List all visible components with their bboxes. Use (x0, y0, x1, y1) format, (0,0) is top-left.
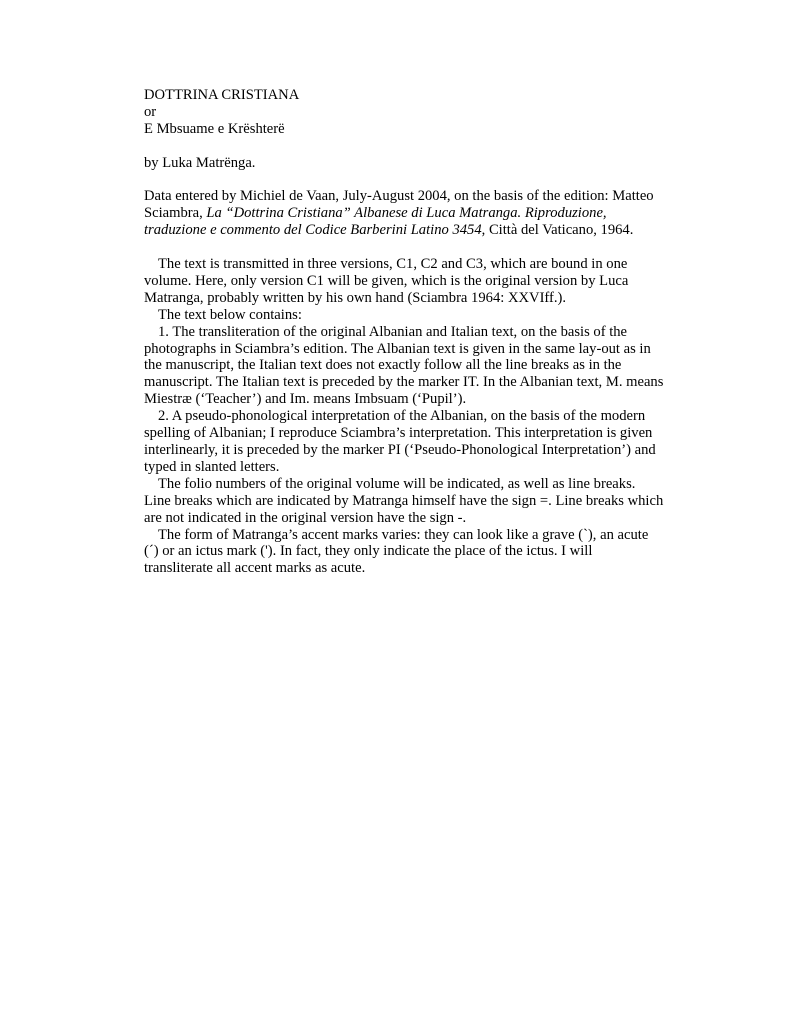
paragraph-versions: The text is transmitted in three versions, C1, C2 and C3, which are bound in one volume. Here, only version C1 will be given, which is the original version by Luca Matranga, probably written by his own hand (Sciambra 1964: XXVIff.). (144, 256, 629, 306)
source-lead: Data entered by Michiel de Vaan, July-August 2004, on the basis of the edition: Matteo Sciambra, (144, 188, 654, 222)
spacer (144, 138, 664, 155)
title-line-1: DOTTRINA CRISTIANA (144, 87, 300, 103)
paragraph-transliteration: 1. The transliteration of the original Albanian and Italian text, on the basis of the photographs in Sciambra’s edition. The Albanian text is given in the same lay-out as in the manuscript, the Italian text does not exactly follow all the line breaks as in the manuscript. The Italian text is preceded by the marker IT. In the Albanian text, M. means Miestræ (‘Teacher’) and Im. means Imbsuam (‘Pupil’). (144, 323, 664, 408)
source-tail: , Città del Vaticano, 1964. (481, 222, 634, 239)
title-line-2: or (144, 103, 157, 120)
paragraph-interpretation: 2. A pseudo-phonological interpretation of the Albanian, on the basis of the modern spelling of Albanian; I reproduce Sciambra’s interpretation. This interpretation is given interlinearly, it is preceded by the marker PI (‘Pseudo-Phonological Interpretation’) and typed in slanted letters. (144, 408, 656, 475)
spacer (144, 239, 664, 256)
document-page (144, 87, 664, 577)
spacer (144, 172, 664, 189)
title-line-3: E Mbsuame e Krështerë (144, 120, 285, 137)
paragraph-folio-numbers: The folio numbers of the original volume will be indicated, as well as line breaks. Line breaks which are indicated by Matranga himself have the sign =. Line breaks which are not indicated in the original version have the sign -. (144, 475, 664, 526)
author-line: by Luka Matrënga. (144, 154, 256, 171)
source-citation (144, 188, 664, 239)
paragraph-contents-intro: The text below contains: (158, 306, 302, 323)
source-book-title: La “Dottrina Cristiana” Albanese di Luca Matranga. Riproduzione, traduzione e commento del Codice Barberini Latino 3454 (144, 205, 607, 239)
paragraph-accent-marks: The form of Matranga’s accent marks varies: they can look like a grave (`), an acute (´) or an ictus mark ('). In fact, they only indicate the place of the ictus. I will transliterate all accent marks as acute. (144, 526, 649, 577)
